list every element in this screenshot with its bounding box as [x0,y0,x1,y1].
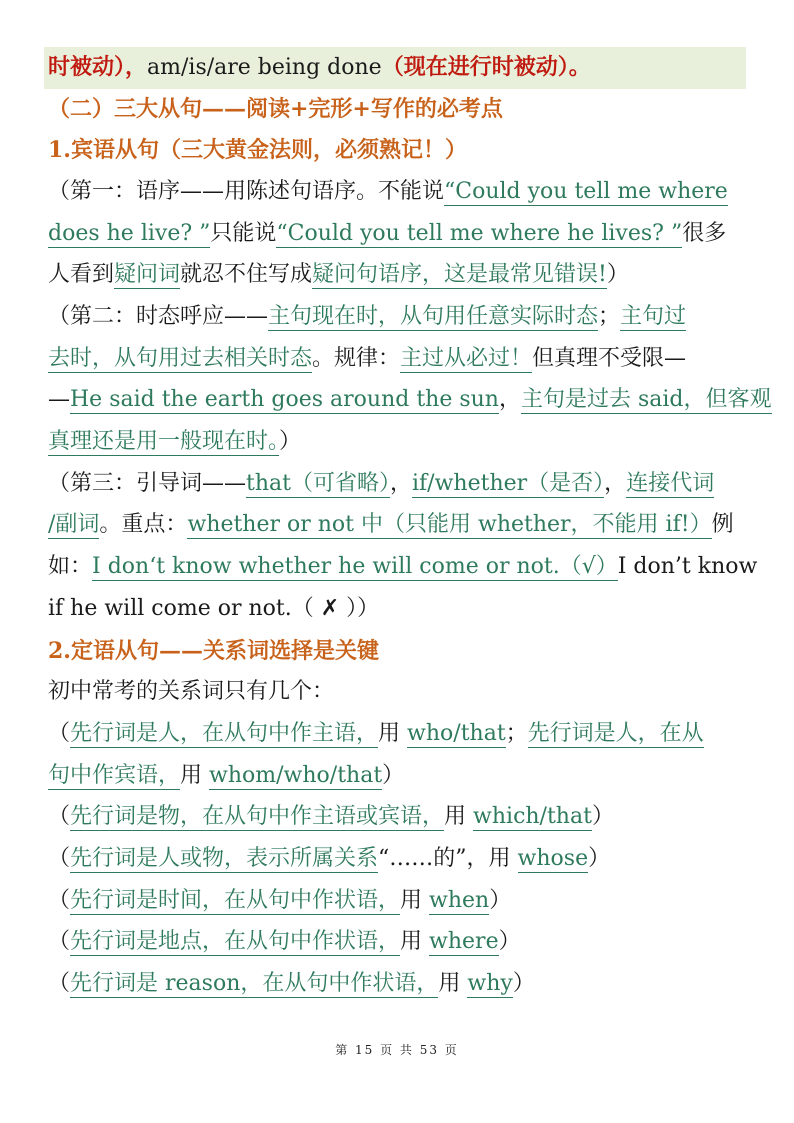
underlined-example: “Could you tell me where [444,179,728,204]
section-heading: （二）三大从句——阅读+完形+写作的必考点 [48,96,503,122]
page-number: 第 15 页 共 53 页 [335,1043,459,1057]
relative-rule-time: （先行词是时间，在从句中作状语，用 when） [48,888,512,913]
rule2-line2: 去时，从句用过去相关时态。规律：主过从必过！但真理不受限— [48,346,687,371]
passive-tense-line [48,52,591,83]
text-fragment: （现在进行时被动）。 [381,54,591,80]
relative-rule-person-cont: 句中作宾语，用 whom/who/that） [48,763,405,788]
object-clause-title: 1.宾语从句（三大黄金法则，必须熟记！） [48,137,467,163]
underlined-example: “Could you tell me where he lives? ” [276,221,683,246]
rule3-line4: if he will come or not.（ ✗ ）） [48,596,380,621]
rule3-line1: （第三：引导词——that（可省略），if/whether（是否），连接代词 [48,471,715,496]
relative-rule-place: （先行词是地点，在从句中作状语，用 where） [48,929,521,954]
relative-rule-person: （先行词是人，在从句中作主语，用 who/that；先行词是人，在从 [48,721,704,746]
rule2-line1: （第二：时态呼应——主句现在时，从句用任意实际时态；主句过 [48,304,687,329]
relative-rule-reason: （先行词是 reason，在从句中作状语，用 why） [48,971,535,996]
text-fragment: 时被动）， [48,54,148,80]
rule3-line3: 如：I don‘t know whether he will come or not.（√）I don’t know [48,554,758,579]
attr-clause-intro: 初中常考的关系词只有几个： [48,679,335,704]
attr-clause-title: 2.定语从句——关系词选择是关键 [48,638,379,664]
rule3-line2: /副词。重点：whether or not 中（只能用 whether，不能用 if!）例 [48,512,734,537]
text-fragment: am/is/are being done [147,55,382,80]
rule1-line1: （第一：语序——用陈述句语序。不能说“Could you tell me where [48,179,728,204]
relative-rule-possessive: （先行词是人或物，表示所属关系“……的”，用 whose） [48,846,611,871]
relative-rule-thing: （先行词是物，在从句中作主语或宾语，用 which/that） [48,804,614,829]
underlined-example: does he live? ” [48,221,211,246]
rule2-line4: 真理还是用一般现在时。） [48,429,302,454]
rule2-line3: —He said the earth goes around the sun，主句是过去 said，但客观 [48,387,772,412]
rule1-line3: 人看到疑问词就忍不住写成疑问句语序，这是最常见错误!） [48,262,629,287]
rule1-line2: does he live? ”只能说“Could you tell me where he lives? ”很多 [48,221,727,246]
